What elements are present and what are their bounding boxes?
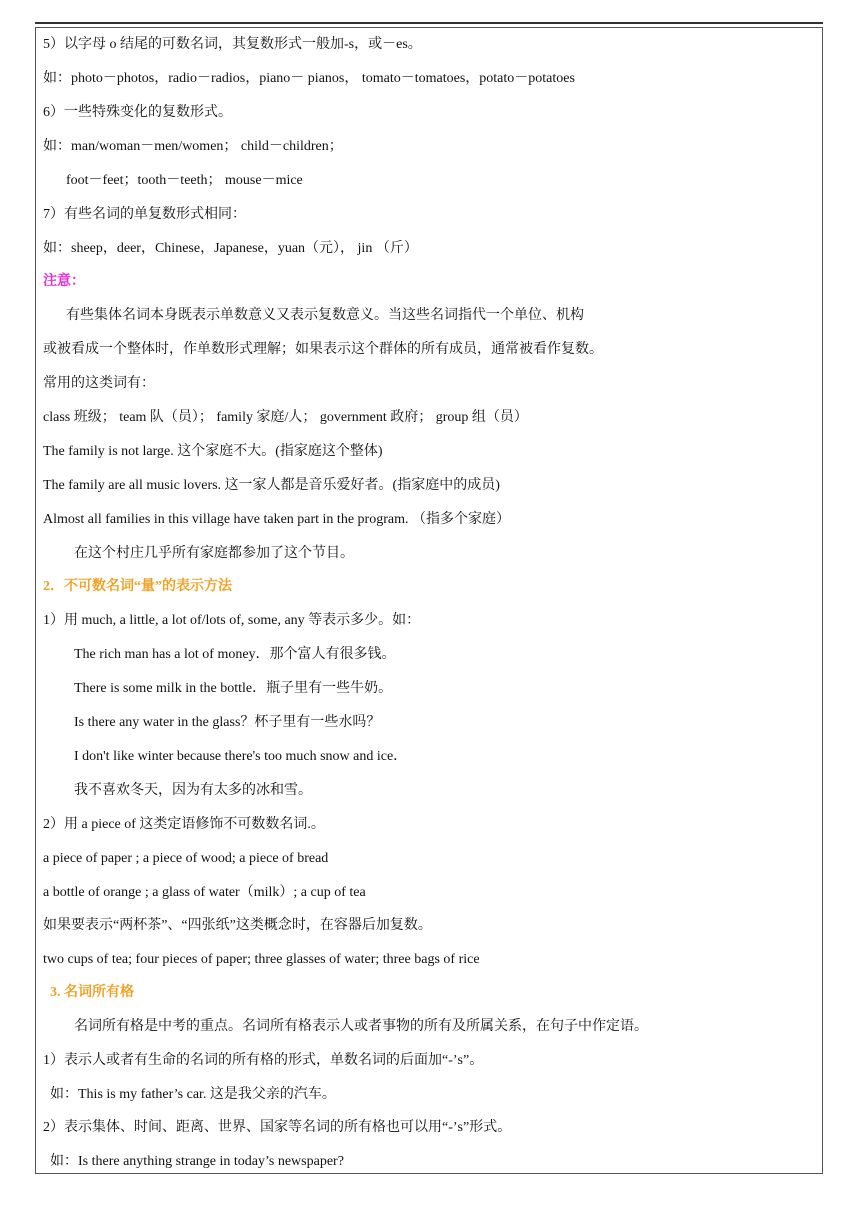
example-translation: 我不喜欢冬天，因为有太多的冰和雪。 — [74, 783, 312, 798]
text-line: 2）用 a piece of 这类定语修饰不可数数名词.。 — [43, 817, 325, 832]
text-line: 如：man/woman－men/women； child－children； — [43, 139, 343, 154]
text-line: 或被看成一个整体时，作单数形式理解；如果表示这个群体的所有成员，通常被看作复数。 — [43, 342, 603, 357]
text-line: 常用的这类词有： — [43, 376, 155, 391]
example-sentence: Almost all families in this village have taken part in the program. （指多个家庭） — [43, 512, 510, 527]
example-sentence: The family is not large. 这个家庭不大。(指家庭这个整体) — [43, 444, 383, 459]
example-sentence: The family are all music lovers. 这一家人都是音乐爱好者。(指家庭中的成员) — [43, 478, 500, 493]
text-line: a piece of paper ; a piece of wood; a piece of bread — [43, 851, 329, 866]
text-line: 5）以字母 o 结尾的可数名词，其复数形式一般加-s，或－es。 — [43, 37, 422, 52]
text-line: 如：sheep，deer，Chinese，Japanese，yuan（元）， jin （斤） — [43, 241, 418, 256]
text-line: 1）表示人或者有生命的名词的所有格的形式，单数名词的后面加“-’s”。 — [43, 1053, 484, 1068]
note-heading: 注意： — [43, 274, 85, 289]
text-line: 如：photo－photos，radio－radios，piano－ pianos， tomato－tomatoes，potato－potatoes — [43, 71, 575, 86]
text-line: two cups of tea; four pieces of paper; three glasses of water; three bags of rice — [43, 952, 480, 967]
text-line: 1）用 much, a little, a lot of/lots of, some, any 等表示多少。如： — [43, 613, 421, 628]
text-line: 名词所有格是中考的重点。名词所有格表示人或者事物的所有及所属关系，在句子中作定语。 — [74, 1019, 648, 1034]
section-heading: 2．不可数名词“量”的表示方法 — [43, 579, 232, 594]
content-frame — [35, 27, 823, 1174]
example-sentence: There is some milk in the bottle．瓶子里有一些牛奶。 — [74, 681, 393, 696]
text-line: 7）有些名词的单复数形式相同： — [43, 207, 246, 222]
text-line: 6）一些特殊变化的复数形式。 — [43, 105, 232, 120]
text-line: class 班级； team 队（员）； family 家庭/人； government 政府； group 组（员） — [43, 410, 528, 425]
example-sentence: The rich man has a lot of money．那个富人有很多钱。 — [74, 647, 396, 662]
text-line: 2）表示集体、时间、距离、世界、国家等名词的所有格也可以用“-’s”形式。 — [43, 1120, 512, 1135]
text-line: 有些集体名词本身既表示单数意义又表示复数意义。当这些名词指代一个单位、机构 — [66, 308, 584, 323]
text-line: a bottle of orange ; a glass of water（milk）; a cup of tea — [43, 885, 366, 900]
example-translation: 在这个村庄几乎所有家庭都参加了这个节目。 — [74, 546, 354, 561]
example-sentence: I don't like winter because there's too much snow and ice． — [74, 749, 408, 764]
text-line: foot－feet；tooth－teeth； mouse－mice — [66, 173, 303, 188]
example-sentence: 如：This is my father’s car. 这是我父亲的汽车。 — [50, 1087, 336, 1102]
example-sentence: 如：Is there anything strange in today’s newspaper? — [50, 1154, 344, 1169]
example-sentence: Is there any water in the glass？杯子里有一些水吗？ — [74, 715, 381, 730]
section-heading: 3. 名词所有格 — [50, 985, 134, 1000]
text-line: 如果要表示“两杯茶”、“四张纸”这类概念时，在容器后加复数。 — [43, 918, 432, 933]
top-rule — [35, 22, 823, 24]
